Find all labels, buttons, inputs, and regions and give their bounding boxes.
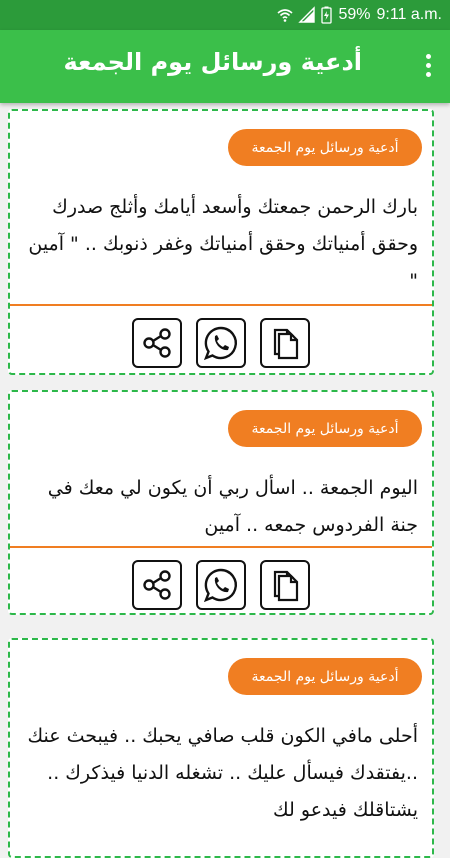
signal-icon [299, 7, 315, 23]
card-message-text: أحلى مافي الكون قلب صافي يحبك .. فيبحث عنك ..يفتقدك فيسأل عليك .. تشغله الدنيا فيذكرك .. يشتاقلك فيدعو لك [27, 725, 418, 821]
card-category-tag: أدعية ورسائل يوم الجمعة [228, 410, 422, 447]
message-card [8, 109, 434, 375]
app-title: أدعية ورسائل يوم الجمعة [63, 48, 362, 76]
copy-icon [270, 326, 300, 360]
card-category-tag: أدعية ورسائل يوم الجمعة [228, 658, 422, 695]
wifi-icon [277, 7, 293, 23]
card-message-text: بارك الرحمن جمعتك وأسعد أيامك وأثلج صدرك وحقق أمنياتك وحقق أمنياتك وغفر ذنوبك .. " آمين " [28, 196, 418, 292]
card-actions [10, 318, 432, 368]
message-card [8, 390, 434, 615]
share-icon [141, 327, 173, 359]
card-message-text: اليوم الجمعة .. اسأل ربي أن يكون لي معك في جنة الفردوس جمعه .. آمين [47, 477, 418, 536]
card-divider [10, 304, 432, 306]
card-category-tag: أدعية ورسائل يوم الجمعة [228, 129, 422, 166]
share-button[interactable] [132, 560, 182, 610]
whatsapp-icon [203, 567, 239, 603]
status-bar-indicators [277, 0, 442, 30]
share-icon [141, 569, 173, 601]
battery-charging-icon [321, 6, 332, 24]
whatsapp-button[interactable] [196, 318, 246, 368]
card-actions [10, 560, 432, 610]
message-list[interactable] [0, 103, 450, 821]
whatsapp-icon [203, 325, 239, 361]
copy-button[interactable] [260, 560, 310, 610]
card-divider [10, 546, 432, 548]
status-bar [0, 0, 450, 30]
copy-button[interactable] [260, 318, 310, 368]
whatsapp-button[interactable] [196, 560, 246, 610]
app-bar [0, 30, 450, 103]
clock: 9:11 a.m. [376, 6, 442, 23]
battery-percent: 59% [338, 6, 371, 23]
overflow-menu-icon[interactable] [420, 52, 436, 80]
copy-icon [270, 568, 300, 602]
message-card [8, 638, 434, 858]
share-button[interactable] [132, 318, 182, 368]
